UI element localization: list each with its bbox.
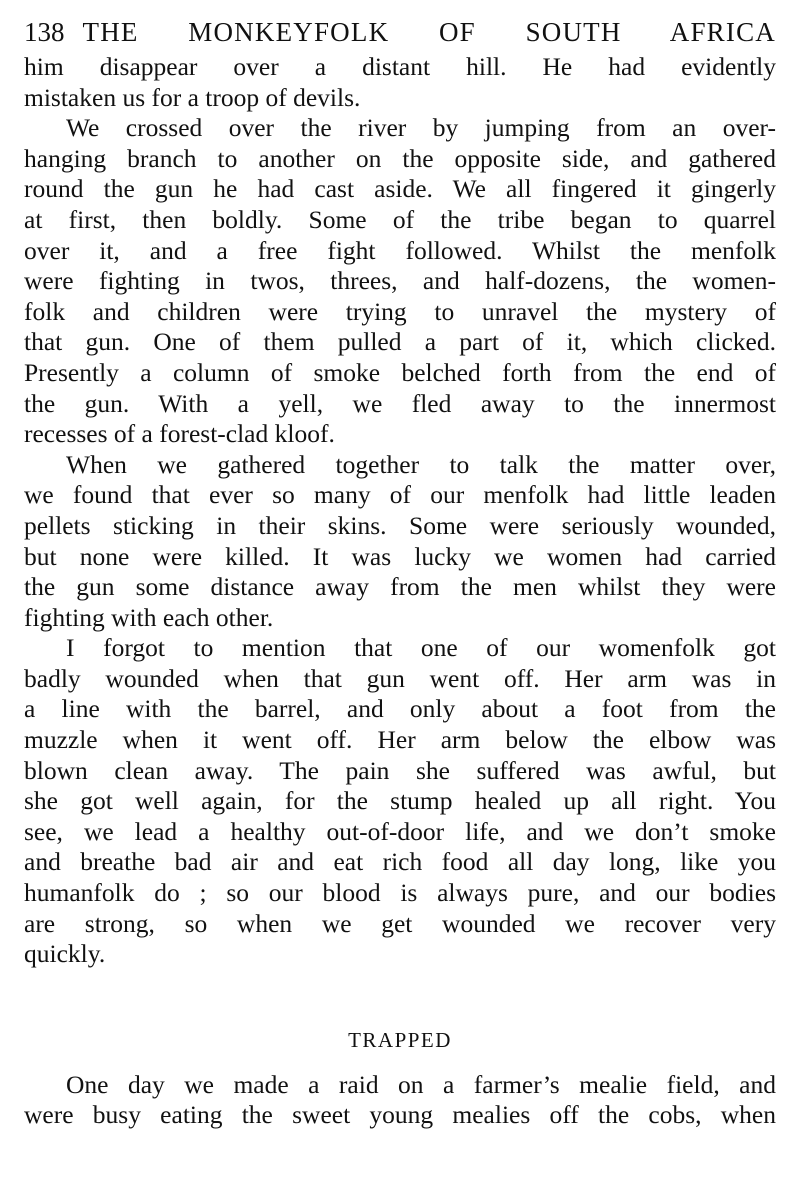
text-line: but none were killed. It was lucky we women had carried	[24, 541, 776, 571]
text-line: him disappear over a distant hill. He had evidently	[24, 52, 776, 81]
text-line: see, we lead a healthy out-of-door life, and we don’t smoke	[24, 816, 776, 846]
text-line: were fighting in twos, threes, and half-dozens, the women-	[24, 266, 776, 296]
section-spacer	[24, 970, 776, 1024]
book-page	[24, 12, 776, 1131]
text-line: the gun some distance away from the men whilst they were	[24, 572, 776, 602]
text-line: blown clean away. The pain she suffered was awful, but	[24, 755, 776, 785]
text-line: fighting with each other.	[24, 602, 274, 632]
text-line: the gun. With a yell, we fled away to the innermost	[24, 388, 776, 418]
running-head	[24, 12, 776, 52]
text-line: muzzle when it went off. Her arm below the elbow was	[24, 725, 776, 755]
page-number: 138	[24, 17, 65, 47]
text-line: that gun. One of them pulled a part of it, which clicked.	[24, 327, 776, 357]
text-line: Presently a column of smoke belched forth from the end of	[24, 357, 776, 387]
paragraph-first-line: When we gathered together to talk the matter over,	[66, 449, 776, 479]
text-line: a line with the barrel, and only about a foot from the	[24, 694, 776, 724]
text-line: quickly.	[24, 939, 106, 969]
text-line: are strong, so when we get wounded we recover very	[24, 908, 776, 938]
text-line: humanfolk do ; so our blood is always pure, and our bodies	[24, 878, 776, 908]
paragraph-first-line: One day we made a raid on a farmer’s mealie field, and	[66, 1069, 776, 1099]
text-line: and breathe bad air and eat rich food all day long, like you	[24, 847, 776, 877]
text-line: at first, then boldly. Some of the tribe began to quarrel	[24, 204, 776, 234]
body-text	[24, 52, 776, 970]
running-title: THE MONKEYFOLK OF SOUTH AFRICA	[82, 17, 776, 47]
text-line: over it, and a free fight followed. Whilst the menfolk	[24, 235, 776, 265]
text-line: round the gun he had cast aside. We all fingered it gingerly	[24, 174, 776, 204]
text-line: badly wounded when that gun went off. Her arm was in	[24, 663, 776, 693]
section-heading: TRAPPED	[348, 1027, 452, 1052]
paragraph-first-line: We crossed over the river by jumping from an over-	[66, 113, 776, 143]
section-text	[24, 1070, 776, 1131]
text-line: were busy eating the sweet young mealies off the cobs, when	[24, 1100, 776, 1130]
text-line: she got well again, for the stump healed up all right. You	[24, 786, 776, 816]
paragraph-first-line: I forgot to mention that one of our womenfolk got	[66, 633, 776, 663]
text-line: mistaken us for a troop of devils.	[24, 82, 361, 112]
text-line: hanging branch to another on the opposite side, and gathered	[24, 143, 776, 173]
text-line: recesses of a forest-clad kloof.	[24, 419, 335, 449]
text-line: folk and children were trying to unravel the mystery of	[24, 296, 776, 326]
text-line: pellets sticking in their skins. Some were seriously wounded,	[24, 510, 776, 540]
text-line: we found that ever so many of our menfolk had little leaden	[24, 480, 776, 510]
